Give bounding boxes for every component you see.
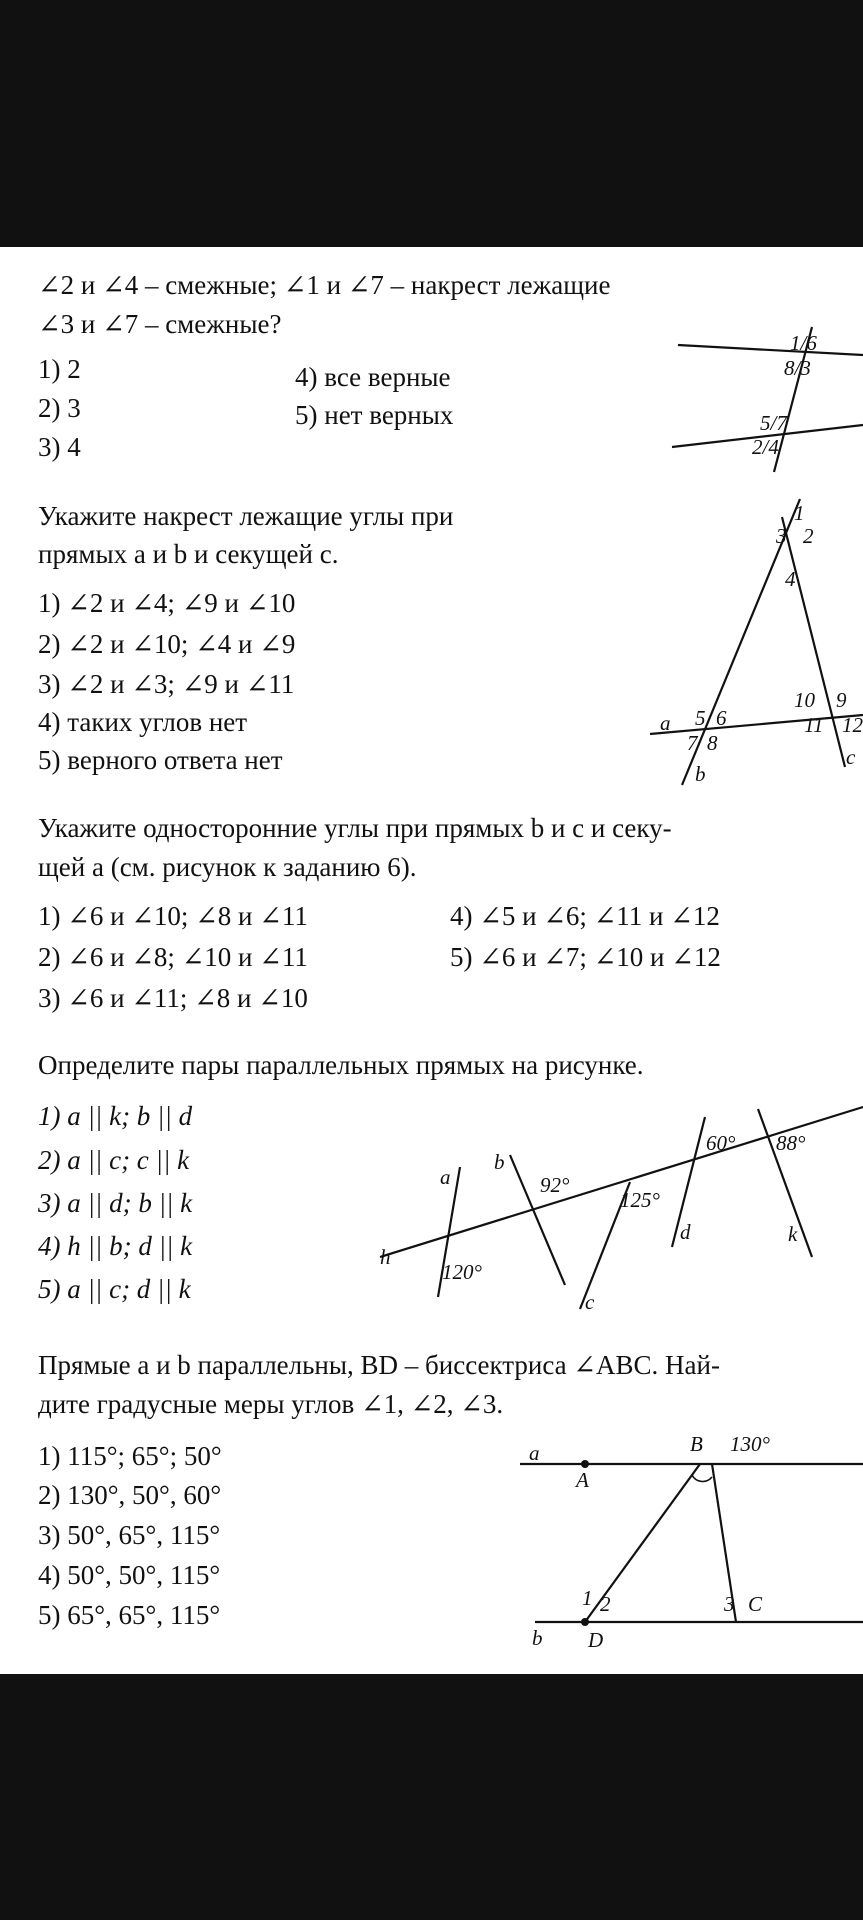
- option: 3) ∠2 и ∠3; ∠9 и ∠11: [38, 669, 295, 699]
- fig-label: h: [380, 1245, 391, 1269]
- option: 2) ∠6 и ∠8; ∠10 и ∠11: [38, 942, 308, 972]
- option: 4) все верные: [295, 362, 451, 392]
- fig-label: 8: [707, 731, 718, 755]
- fig-label: 1/6: [790, 331, 817, 355]
- option: 2) 130°, 50°, 60°: [38, 1480, 222, 1510]
- option: 1) a || k; b || d: [38, 1101, 193, 1131]
- fig-label: 11: [804, 713, 824, 737]
- fig-label: d: [680, 1220, 691, 1244]
- fig-label: a: [660, 711, 671, 735]
- fig-label: b: [695, 762, 706, 786]
- option: 2) 3: [38, 393, 81, 423]
- fig-label: 9: [836, 688, 847, 712]
- option: 3) 4: [38, 432, 81, 462]
- fig-label: A: [576, 1468, 589, 1492]
- fig-label: 1: [794, 501, 805, 525]
- question-6-line2: прямых a и b и секущей c.: [38, 539, 339, 569]
- fig-label: 3: [724, 1592, 735, 1616]
- option: 5) 65°, 65°, 115°: [38, 1600, 221, 1630]
- fig-label: 10: [794, 688, 815, 712]
- fig-label: 4: [785, 567, 796, 591]
- option: 3) a || d; b || k: [38, 1188, 193, 1218]
- fig-label: 5/7: [760, 411, 787, 435]
- fig-label: 3: [776, 524, 787, 548]
- fig-label: 8/3: [784, 356, 811, 380]
- question-7-line2: щей a (см. рисунок к заданию 6).: [38, 852, 417, 882]
- fig-label: k: [788, 1222, 798, 1246]
- question-9-line2: дите градусные меры углов ∠1, ∠2, ∠3.: [38, 1389, 504, 1419]
- fig-label: C: [748, 1592, 763, 1616]
- option: 4) таких углов нет: [38, 707, 248, 737]
- fig-label: 2/4: [752, 435, 779, 459]
- fig-label: B: [690, 1432, 703, 1456]
- fig-label: 7: [687, 731, 698, 755]
- fig-label: 125°: [620, 1188, 660, 1212]
- option: 4) h || b; d || k: [38, 1231, 193, 1261]
- fig-label: b: [494, 1150, 505, 1174]
- option: 2) a || c; c || k: [38, 1145, 190, 1175]
- option: 3) 50°, 65°, 115°: [38, 1520, 221, 1550]
- option: 4) 50°, 50°, 115°: [38, 1560, 221, 1590]
- option: 5) ∠6 и ∠7; ∠10 и ∠12: [450, 942, 721, 972]
- fig-label: D: [588, 1628, 604, 1652]
- option: 1) 2: [38, 354, 81, 384]
- fig-label: b: [532, 1626, 543, 1650]
- question-top-line1: ∠2 и ∠4 – смежные; ∠1 и ∠7 – накрест лежащие: [38, 270, 611, 300]
- fig-label: 5: [695, 706, 706, 730]
- option: 5) нет верных: [295, 400, 454, 430]
- fig-label: a: [440, 1165, 451, 1189]
- fig-label: 130°: [730, 1432, 770, 1456]
- question-9-line1: Прямые a и b параллельны, BD – биссектриса ∠ABC. Най-: [38, 1350, 720, 1380]
- question-top-line2: ∠3 и ∠7 – смежные?: [38, 309, 282, 339]
- fig-label: 1: [582, 1586, 593, 1610]
- fig-label: c: [585, 1290, 595, 1314]
- option: 4) ∠5 и ∠6; ∠11 и ∠12: [450, 901, 720, 931]
- question-8-line1: Определите пары параллельных прямых на рисунке.: [38, 1050, 644, 1080]
- fig-label: 2: [600, 1592, 611, 1616]
- fig-label: 60°: [706, 1131, 736, 1155]
- fig-label: a: [529, 1441, 540, 1465]
- fig-label: 92°: [540, 1173, 570, 1197]
- question-7-line1: Укажите односторонние углы при прямых b и c и секу-: [38, 813, 672, 843]
- option: 1) ∠2 и ∠4; ∠9 и ∠10: [38, 588, 296, 618]
- worksheet-page: [0, 247, 863, 1674]
- option: 3) ∠6 и ∠11; ∠8 и ∠10: [38, 983, 308, 1013]
- option: 1) 115°; 65°; 50°: [38, 1441, 222, 1471]
- fig-label: 2: [803, 524, 814, 548]
- question-6-line1: Укажите накрест лежащие углы при: [38, 501, 454, 531]
- figure-q9: [0, 247, 863, 1674]
- option: 2) ∠2 и ∠10; ∠4 и ∠9: [38, 629, 296, 659]
- fig-label: 88°: [776, 1131, 806, 1155]
- fig-label: 6: [716, 706, 727, 730]
- fig-label: 12: [842, 713, 863, 737]
- fig-label: 120°: [442, 1260, 482, 1284]
- option: 5) a || c; d || k: [38, 1274, 191, 1304]
- option: 5) верного ответа нет: [38, 745, 283, 775]
- option: 1) ∠6 и ∠10; ∠8 и ∠11: [38, 901, 308, 931]
- fig-label: c: [846, 745, 856, 769]
